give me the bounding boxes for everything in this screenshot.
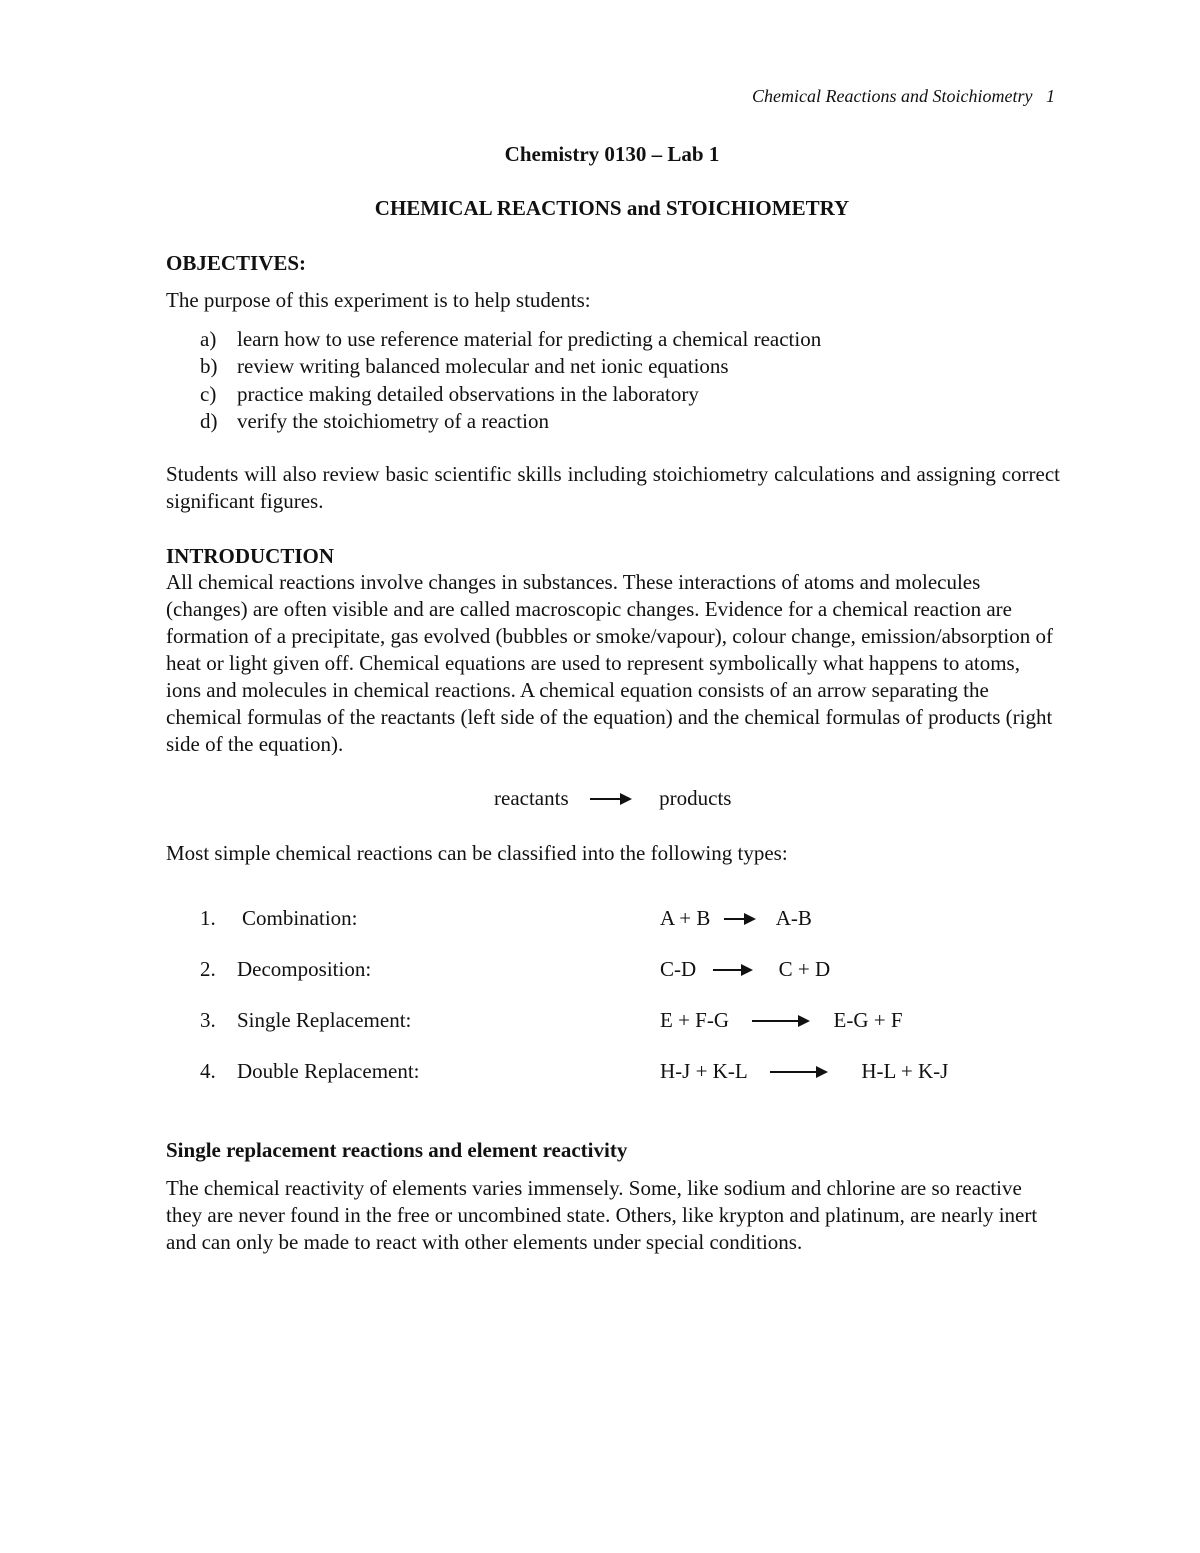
type-number: 2.: [200, 957, 216, 981]
equation-reactants: E + F-G: [660, 1008, 730, 1032]
type-equation: [660, 957, 830, 982]
type-number: 3.: [200, 1008, 216, 1032]
equation-products: C + D: [778, 957, 831, 981]
lab-title: CHEMICAL REACTIONS and STOICHIOMETRY: [374, 196, 850, 220]
type-label: Decomposition:: [237, 957, 372, 981]
list-text: learn how to use reference material for predicting a chemical reaction: [237, 327, 822, 351]
type-equation: [660, 906, 812, 931]
equation-products: E-G + F: [833, 1008, 903, 1032]
reaction-arrow-icon: [724, 918, 754, 920]
equation-reactants: C-D: [660, 957, 697, 981]
objectives-closing: Students will also review basic scientific skills including stoichiometry calculations and assigning correct significant figures.: [166, 462, 1060, 513]
type-equation: [660, 1008, 903, 1033]
introduction-body: All chemical reactions involve changes in substances. These interactions of atoms and molecules (changes) are often visible and are called macroscopic changes. Evidence for a chemical reaction are formation of a precipitate, gas evolved (bubbles or smoke/vapour), colour change, emission/absorption of heat or light given off. Chemical equations are used to represent symbolically what happens to atoms, ions and molecules in chemical reactions. A chemical equation consists of an arrow separating the chemical formulas of the reactants (left side of the equation) and the chemical formulas of products (right side of the equation).: [166, 570, 1054, 756]
list-text: verify the stoichiometry of a reaction: [237, 409, 549, 433]
type-equation: [660, 1059, 948, 1084]
general-equation: [494, 786, 731, 811]
equation-reactants: reactants: [494, 786, 569, 810]
list-marker: b): [200, 354, 218, 378]
objectives-intro: The purpose of this experiment is to help students:: [166, 288, 591, 312]
type-label: Combination:: [242, 906, 358, 930]
list-marker: a): [200, 327, 217, 351]
introduction-heading: INTRODUCTION: [166, 544, 335, 568]
reaction-arrow-icon: [770, 1071, 826, 1073]
single-replacement-heading: Single replacement reactions and element reactivity: [166, 1138, 628, 1162]
objectives-heading: OBJECTIVES:: [166, 251, 307, 275]
list-marker: c): [200, 382, 217, 406]
list-text: practice making detailed observations in the laboratory: [237, 382, 699, 406]
reaction-arrow-icon: [752, 1020, 808, 1022]
types-intro: Most simple chemical reactions can be classified into the following types:: [166, 841, 788, 865]
list-text: review writing balanced molecular and net ionic equations: [237, 354, 729, 378]
equation-reactants: A + B: [660, 906, 711, 930]
equation-products: H-L + K-J: [861, 1059, 949, 1083]
single-replacement-body: The chemical reactivity of elements varies immensely. Some, like sodium and chlorine are so reactive they are never found in the free or uncombined state. Others, like krypton and platinum, are nearly inert and can only be made to react with other elements under special conditions.: [166, 1176, 1038, 1254]
running-header: [752, 86, 1055, 107]
reaction-arrow-icon: [713, 969, 751, 971]
equation-reactants: H-J + K-L: [660, 1059, 747, 1083]
page-number: 1: [1046, 86, 1055, 106]
type-number: 4.: [200, 1059, 216, 1083]
running-title: Chemical Reactions and Stoichiometry: [752, 86, 1033, 106]
equation-products: A-B: [775, 906, 812, 930]
equation-products: products: [659, 786, 732, 810]
course-title: Chemistry 0130 – Lab 1: [504, 142, 720, 166]
type-label: Single Replacement:: [237, 1008, 412, 1032]
type-label: Double Replacement:: [237, 1059, 420, 1083]
reaction-arrow-icon: [590, 798, 630, 800]
list-marker: d): [200, 409, 218, 433]
type-number: 1.: [200, 906, 216, 930]
